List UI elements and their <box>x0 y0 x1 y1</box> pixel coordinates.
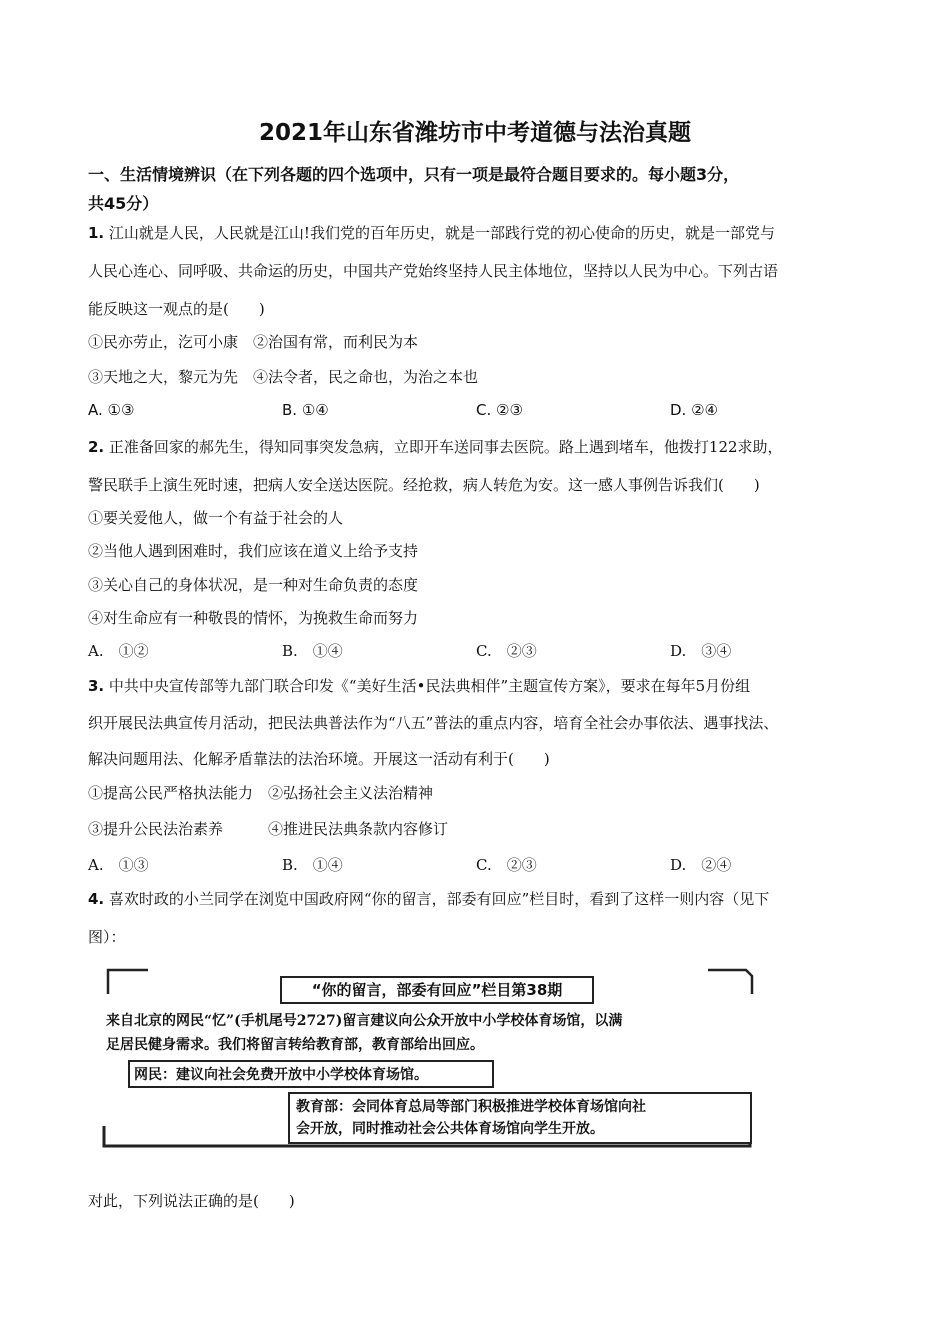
question-3-line2: 织开展民法典宣传月活动，把民法典普法作为“八五”普法的重点内容，培育全社会办事依法、遇事找法、 <box>88 714 779 732</box>
question-number: 2. <box>88 438 105 456</box>
question-1-option-c[interactable]: C. ②③ <box>476 401 523 419</box>
section-heading-line1: 一、生活情境辨识（在下列各题的四个选项中，只有一项是最符合题目要求的。每小题3分， <box>88 165 740 184</box>
question-3-option-d[interactable]: D. ②④ <box>670 856 732 874</box>
ministry-reply-line1: 教育部：会同体育总局等部门积极推进学校体育场馆向社 <box>296 1099 646 1115</box>
question-text: 喜欢时政的小兰同学在浏览中国政府网“你的留言，部委有回应”栏目时，看到了这样一则内容（见下 <box>108 890 770 908</box>
question-2-option-a[interactable]: A. ①② <box>88 642 149 660</box>
figure-paragraph-line1: 来自北京的网民“忆”(手机尾号2727)留言建议向公众开放中小学校体育场馆，以满 <box>106 1013 623 1029</box>
netizen-message-box <box>128 1060 494 1088</box>
question-1-option-d[interactable]: D. ②④ <box>670 401 718 419</box>
question-2-statement-2: ②当他人遇到困难时，我们应该在道义上给予支持 <box>88 542 419 560</box>
question-1-line1 <box>88 222 775 243</box>
question-1-line2: 人民心连心、同呼吸、共命运的历史，中国共产党始终坚持人民主体地位，坚持以人民为中心。下列古语 <box>88 262 779 280</box>
question-number: 4. <box>88 890 105 908</box>
question-3-option-b[interactable]: B. ①④ <box>282 856 343 874</box>
question-text: 江山就是人民，人民就是江山!我们党的百年历史，就是一部践行党的初心使命的历史，就是一部党与 <box>108 224 775 242</box>
section-heading-line2: 共45分） <box>88 194 159 213</box>
page-title: 2021年山东省潍坊市中考道德与法治真题 <box>258 120 691 146</box>
question-3-line1 <box>88 675 750 696</box>
question-2-option-d[interactable]: D. ③④ <box>670 642 732 660</box>
question-3-line3: 解决问题用法、化解矛盾靠法的法治环境。开展这一活动有利于( ) <box>88 750 550 768</box>
section-heading <box>88 160 878 218</box>
figure-header: “你的留言，部委有回应”栏目第38期 <box>280 976 594 1004</box>
question-2-statement-1: ①要关爱他人，做一个有益于社会的人 <box>88 509 344 527</box>
question-3-statements-2: ③提升公民法治素养 ④推进民法典条款内容修订 <box>88 820 449 838</box>
question-3-option-c[interactable]: C. ②③ <box>476 856 537 874</box>
netizen-message: 网民：建议向社会免费开放中小学校体育场馆。 <box>134 1067 428 1083</box>
question-text: 正准备回家的郝先生，得知同事突发急病，立即开车送同事去医院。路上遇到堵车，他拨打122求助， <box>108 438 783 456</box>
question-2-line1 <box>88 436 783 457</box>
question-4-line2: 图）： <box>88 928 126 946</box>
question-text: 中共中央宣传部等九部门联合印发《“美好生活•民法典相伴”主题宣传方案》，要求在每年5月份组 <box>108 677 751 695</box>
ministry-reply-box <box>288 1092 752 1144</box>
question-4-line3: 对此，下列说法正确的是( ) <box>88 1192 295 1210</box>
question-2-line2: 警民联手上演生死时速，把病人安全送达医院。经抢救，病人转危为安。这一感人事例告诉我们( ) <box>88 476 760 494</box>
question-1-statements-2: ③天地之大，黎元为先 ④法令者，民之命也，为治之本也 <box>88 368 479 386</box>
question-2-statement-4: ④对生命应有一种敬畏的情怀，为挽救生命而努力 <box>88 609 419 627</box>
question-number: 1. <box>88 224 105 242</box>
question-3-statements-1: ①提高公民严格执法能力 ②弘扬社会主义法治精神 <box>88 784 434 802</box>
ministry-reply-line2: 会开放，同时推动社会公共体育场馆向学生开放。 <box>296 1121 604 1137</box>
question-4-line1 <box>88 888 769 909</box>
question-1-option-a[interactable]: A. ①③ <box>88 401 135 419</box>
question-2-statement-3: ③关心自己的身体状况，是一种对生命负责的态度 <box>88 576 419 594</box>
figure-paragraph-line2: 足居民健身需求。我们将留言转给教育部，教育部给出回应。 <box>106 1037 484 1053</box>
question-3-option-a[interactable]: A. ①③ <box>88 856 149 874</box>
question-2-option-c[interactable]: C. ②③ <box>476 642 537 660</box>
question-number: 3. <box>88 677 105 695</box>
question-2-option-b[interactable]: B. ①④ <box>282 642 343 660</box>
question-1-statements-1: ①民亦劳止，汔可小康 ②治国有常，而利民为本 <box>88 333 419 351</box>
question-1-option-b[interactable]: B. ①④ <box>282 401 329 419</box>
message-figure <box>100 966 755 1162</box>
question-1-line3: 能反映这一观点的是( ) <box>88 300 265 318</box>
